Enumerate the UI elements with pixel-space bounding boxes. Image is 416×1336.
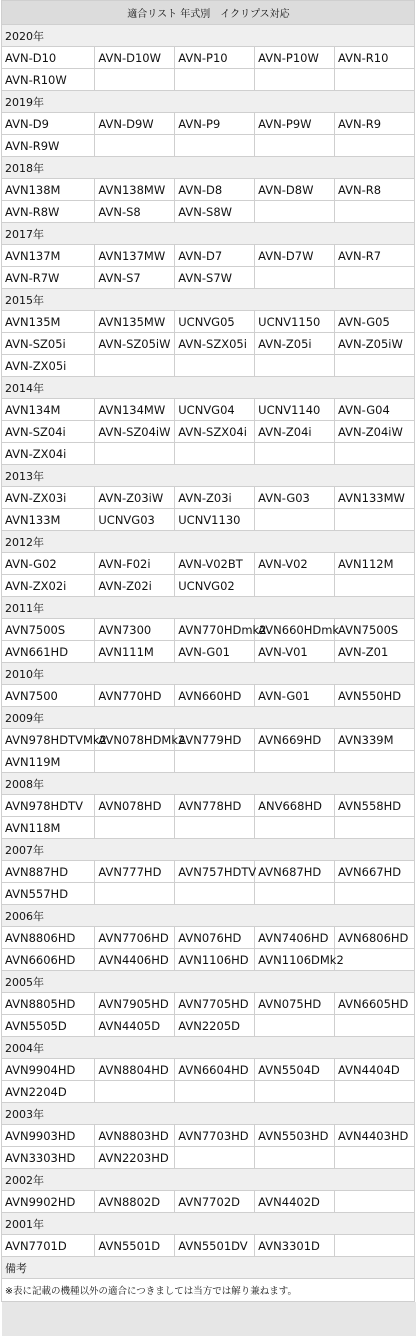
- model-cell: UCNVG04: [175, 399, 255, 421]
- model-cell: [335, 949, 415, 971]
- model-cell: AVN-Z03iW: [95, 487, 175, 509]
- model-cell: [255, 443, 335, 465]
- model-cell: [95, 751, 175, 773]
- model-cell: [335, 1015, 415, 1037]
- model-row: [2, 311, 415, 333]
- model-cell: AVN-G01: [175, 641, 255, 663]
- model-cell: AVN777HD: [95, 861, 175, 883]
- year-row: [2, 465, 415, 487]
- model-cell: AVN4405D: [95, 1015, 175, 1037]
- model-cell: AVN-P10: [175, 47, 255, 69]
- model-cell: AVN9903HD: [2, 1125, 95, 1147]
- model-cell: AVN-Z05i: [255, 333, 335, 355]
- model-row: [2, 949, 415, 971]
- model-cell: [95, 69, 175, 91]
- model-cell: AVN138M: [2, 179, 95, 201]
- model-cell: AVN5501DV: [175, 1235, 255, 1257]
- model-cell: AVN660HD: [175, 685, 255, 707]
- model-cell: AVN7500S: [2, 619, 95, 641]
- model-cell: AVN-D7: [175, 245, 255, 267]
- year-heading: 2019年: [2, 91, 415, 113]
- year-row: [2, 1169, 415, 1191]
- model-cell: AVN8805HD: [2, 993, 95, 1015]
- model-cell: AVN-D7W: [255, 245, 335, 267]
- model-row: [2, 883, 415, 905]
- model-cell: UCNVG02: [175, 575, 255, 597]
- year-row: [2, 597, 415, 619]
- model-cell: AVN770HDmk2: [175, 619, 255, 641]
- model-cell: [255, 267, 335, 289]
- model-cell: AVN133M: [2, 509, 95, 531]
- model-cell: AVN-G02: [2, 553, 95, 575]
- model-cell: [335, 1235, 415, 1257]
- model-cell: [95, 355, 175, 377]
- model-cell: AVN137M: [2, 245, 95, 267]
- model-cell: AVN4404D: [335, 1059, 415, 1081]
- model-cell: AVN687HD: [255, 861, 335, 883]
- model-cell: AVN-D9: [2, 113, 95, 135]
- model-cell: [175, 69, 255, 91]
- model-cell: AVN778HD: [175, 795, 255, 817]
- model-cell: AVN-SZ04i: [2, 421, 95, 443]
- table-title: 適合リスト 年式別 イクリプス対応: [2, 1, 415, 25]
- model-cell: AVN7905HD: [95, 993, 175, 1015]
- year-heading: 2001年: [2, 1213, 415, 1235]
- model-cell: AVN134M: [2, 399, 95, 421]
- model-row: [2, 1191, 415, 1213]
- year-row: [2, 1103, 415, 1125]
- model-cell: AVN111M: [95, 641, 175, 663]
- model-cell: AVN078HDMk2: [95, 729, 175, 751]
- model-row: [2, 619, 415, 641]
- model-cell: AVN-Z05iW: [335, 333, 415, 355]
- model-cell: AVN339M: [335, 729, 415, 751]
- model-cell: AVN-S8: [95, 201, 175, 223]
- model-cell: [95, 1081, 175, 1103]
- model-row: [2, 685, 415, 707]
- model-cell: AVN1106DMk2: [255, 949, 335, 971]
- model-cell: AVN138MW: [95, 179, 175, 201]
- model-cell: AVN4402D: [255, 1191, 335, 1213]
- model-cell: [335, 751, 415, 773]
- year-row: [2, 377, 415, 399]
- model-cell: AVN-S8W: [175, 201, 255, 223]
- model-row: [2, 421, 415, 443]
- model-cell: UCNV1150: [255, 311, 335, 333]
- notes-heading: 備考: [2, 1257, 415, 1279]
- model-cell: AVN667HD: [335, 861, 415, 883]
- model-row: [2, 861, 415, 883]
- model-row: [2, 795, 415, 817]
- year-row: [2, 1037, 415, 1059]
- model-cell: AVN-V02: [255, 553, 335, 575]
- model-cell: AVN8803HD: [95, 1125, 175, 1147]
- model-cell: [255, 817, 335, 839]
- model-cell: [255, 1015, 335, 1037]
- model-cell: AVN7701D: [2, 1235, 95, 1257]
- model-cell: ANV668HD: [255, 795, 335, 817]
- model-cell: [335, 267, 415, 289]
- model-row: [2, 729, 415, 751]
- model-row: [2, 399, 415, 421]
- year-heading: 2014年: [2, 377, 415, 399]
- model-row: [2, 1081, 415, 1103]
- year-heading: 2004年: [2, 1037, 415, 1059]
- model-row: [2, 267, 415, 289]
- model-row: [2, 575, 415, 597]
- model-cell: AVN978HDTVMk2: [2, 729, 95, 751]
- model-cell: [175, 1081, 255, 1103]
- model-cell: AVN660HDmk: [255, 619, 335, 641]
- model-cell: [335, 817, 415, 839]
- year-heading: 2013年: [2, 465, 415, 487]
- model-cell: AVN6606HD: [2, 949, 95, 971]
- year-row: [2, 91, 415, 113]
- year-heading: 2006年: [2, 905, 415, 927]
- model-cell: AVN076HD: [175, 927, 255, 949]
- model-cell: [255, 575, 335, 597]
- year-heading: 2009年: [2, 707, 415, 729]
- model-cell: AVN-P10W: [255, 47, 335, 69]
- model-cell: AVN770HD: [95, 685, 175, 707]
- model-cell: AVN-P9: [175, 113, 255, 135]
- model-cell: [335, 1147, 415, 1169]
- model-cell: AVN9904HD: [2, 1059, 95, 1081]
- model-cell: [335, 69, 415, 91]
- model-row: [2, 487, 415, 509]
- model-cell: AVN-G04: [335, 399, 415, 421]
- model-cell: AVN5504D: [255, 1059, 335, 1081]
- model-cell: AVN-V02BT: [175, 553, 255, 575]
- model-row: [2, 47, 415, 69]
- model-row: [2, 927, 415, 949]
- model-row: [2, 135, 415, 157]
- model-cell: AVN550HD: [335, 685, 415, 707]
- model-cell: AVN-SZ05i: [2, 333, 95, 355]
- model-cell: [255, 355, 335, 377]
- model-cell: AVN-ZX02i: [2, 575, 95, 597]
- model-row: [2, 1015, 415, 1037]
- model-cell: [335, 575, 415, 597]
- notes-heading-row: [2, 1257, 415, 1279]
- compatibility-table-body: [2, 1, 415, 1302]
- year-row: [2, 531, 415, 553]
- model-cell: AVN-ZX04i: [2, 443, 95, 465]
- model-row: [2, 641, 415, 663]
- model-cell: AVN-D10W: [95, 47, 175, 69]
- model-cell: AVN-D9W: [95, 113, 175, 135]
- model-cell: AVN119M: [2, 751, 95, 773]
- model-cell: AVN-Z03i: [175, 487, 255, 509]
- model-cell: AVN6605HD: [335, 993, 415, 1015]
- model-cell: AVN7300: [95, 619, 175, 641]
- model-cell: AVN4406HD: [95, 949, 175, 971]
- model-cell: AVN-S7W: [175, 267, 255, 289]
- model-cell: [95, 135, 175, 157]
- model-cell: AVN075HD: [255, 993, 335, 1015]
- model-cell: AVN7500S: [335, 619, 415, 641]
- model-cell: AVN669HD: [255, 729, 335, 751]
- model-cell: [335, 443, 415, 465]
- model-cell: AVN3303HD: [2, 1147, 95, 1169]
- model-cell: AVN-R8W: [2, 201, 95, 223]
- model-cell: [95, 883, 175, 905]
- model-cell: AVN-D8W: [255, 179, 335, 201]
- model-cell: AVN112M: [335, 553, 415, 575]
- model-row: [2, 1235, 415, 1257]
- year-row: [2, 289, 415, 311]
- model-cell: AVN7706HD: [95, 927, 175, 949]
- model-row: [2, 509, 415, 531]
- model-cell: [335, 1081, 415, 1103]
- model-row: [2, 113, 415, 135]
- compatibility-table: [1, 0, 415, 1302]
- model-cell: AVN558HD: [335, 795, 415, 817]
- model-row: [2, 245, 415, 267]
- model-cell: AVN2203HD: [95, 1147, 175, 1169]
- model-cell: [175, 355, 255, 377]
- model-cell: [175, 443, 255, 465]
- model-cell: AVN-D10: [2, 47, 95, 69]
- year-heading: 2005年: [2, 971, 415, 993]
- year-heading: 2018年: [2, 157, 415, 179]
- model-row: [2, 179, 415, 201]
- model-cell: AVN1106HD: [175, 949, 255, 971]
- model-cell: AVN-S7: [95, 267, 175, 289]
- model-row: [2, 1147, 415, 1169]
- model-cell: AVN557HD: [2, 883, 95, 905]
- model-cell: UCNV1130: [175, 509, 255, 531]
- model-row: [2, 817, 415, 839]
- model-cell: AVN6604HD: [175, 1059, 255, 1081]
- model-cell: [255, 883, 335, 905]
- model-cell: AVN-ZX03i: [2, 487, 95, 509]
- model-cell: [175, 1147, 255, 1169]
- model-cell: [95, 443, 175, 465]
- model-cell: AVN134MW: [95, 399, 175, 421]
- year-heading: 2011年: [2, 597, 415, 619]
- model-cell: UCNVG03: [95, 509, 175, 531]
- year-row: [2, 707, 415, 729]
- year-row: [2, 773, 415, 795]
- model-cell: UCNV1140: [255, 399, 335, 421]
- model-cell: AVN-R7: [335, 245, 415, 267]
- model-cell: AVN-Z02i: [95, 575, 175, 597]
- year-heading: 2002年: [2, 1169, 415, 1191]
- model-cell: AVN5505D: [2, 1015, 95, 1037]
- model-cell: AVN-Z04i: [255, 421, 335, 443]
- model-cell: AVN-V01: [255, 641, 335, 663]
- model-cell: [175, 817, 255, 839]
- model-cell: AVN-D8: [175, 179, 255, 201]
- model-row: [2, 553, 415, 575]
- year-row: [2, 1213, 415, 1235]
- model-row: [2, 1059, 415, 1081]
- model-cell: AVN9902HD: [2, 1191, 95, 1213]
- model-cell: [175, 751, 255, 773]
- model-cell: AVN3301D: [255, 1235, 335, 1257]
- year-row: [2, 971, 415, 993]
- model-cell: [335, 509, 415, 531]
- model-cell: [255, 509, 335, 531]
- model-cell: [335, 1191, 415, 1213]
- year-heading: 2003年: [2, 1103, 415, 1125]
- model-cell: AVN-G05: [335, 311, 415, 333]
- model-cell: AVN-R10W: [2, 69, 95, 91]
- model-cell: [255, 751, 335, 773]
- model-cell: [175, 883, 255, 905]
- model-cell: AVN7703HD: [175, 1125, 255, 1147]
- model-cell: AVN8804HD: [95, 1059, 175, 1081]
- model-cell: [255, 135, 335, 157]
- model-cell: [255, 1081, 335, 1103]
- model-cell: AVN5503HD: [255, 1125, 335, 1147]
- model-row: [2, 355, 415, 377]
- model-cell: AVN-SZ05iW: [95, 333, 175, 355]
- compatibility-document: [1, 0, 415, 1336]
- model-cell: AVN-P9W: [255, 113, 335, 135]
- year-row: [2, 839, 415, 861]
- model-cell: AVN4403HD: [335, 1125, 415, 1147]
- model-cell: AVN-R9W: [2, 135, 95, 157]
- model-row: [2, 201, 415, 223]
- year-heading: 2015年: [2, 289, 415, 311]
- model-cell: AVN135MW: [95, 311, 175, 333]
- model-cell: AVN661HD: [2, 641, 95, 663]
- model-cell: AVN-SZX04i: [175, 421, 255, 443]
- model-cell: [335, 355, 415, 377]
- model-cell: AVN6806HD: [335, 927, 415, 949]
- model-row: [2, 1125, 415, 1147]
- year-heading: 2017年: [2, 223, 415, 245]
- model-cell: [95, 817, 175, 839]
- model-row: [2, 333, 415, 355]
- model-cell: AVN135M: [2, 311, 95, 333]
- year-heading: 2010年: [2, 663, 415, 685]
- year-heading: 2008年: [2, 773, 415, 795]
- model-cell: AVN-F02i: [95, 553, 175, 575]
- model-cell: AVN137MW: [95, 245, 175, 267]
- model-cell: AVN779HD: [175, 729, 255, 751]
- model-cell: AVN-G01: [255, 685, 335, 707]
- model-cell: AVN7406HD: [255, 927, 335, 949]
- model-cell: AVN078HD: [95, 795, 175, 817]
- model-cell: AVN-G03: [255, 487, 335, 509]
- year-row: [2, 905, 415, 927]
- model-cell: AVN8806HD: [2, 927, 95, 949]
- model-cell: [335, 135, 415, 157]
- model-cell: AVN-SZX05i: [175, 333, 255, 355]
- model-cell: AVN-R10: [335, 47, 415, 69]
- year-row: [2, 25, 415, 47]
- model-cell: AVN8802D: [95, 1191, 175, 1213]
- notes-text: ※表に記載の機種以外の適合につきましては当方では解り兼ねます。: [2, 1279, 415, 1302]
- model-cell: [255, 201, 335, 223]
- table-title-row: [2, 1, 415, 25]
- year-heading: 2012年: [2, 531, 415, 553]
- year-row: [2, 157, 415, 179]
- model-row: [2, 993, 415, 1015]
- notes-text-row: [2, 1279, 415, 1302]
- model-cell: AVN978HDTV: [2, 795, 95, 817]
- model-cell: UCNVG05: [175, 311, 255, 333]
- model-cell: AVN-R7W: [2, 267, 95, 289]
- model-cell: [255, 69, 335, 91]
- model-cell: AVN118M: [2, 817, 95, 839]
- model-cell: AVN7500: [2, 685, 95, 707]
- model-cell: [335, 883, 415, 905]
- model-row: [2, 751, 415, 773]
- year-heading: 2007年: [2, 839, 415, 861]
- model-cell: [255, 1147, 335, 1169]
- model-cell: AVN887HD: [2, 861, 95, 883]
- model-row: [2, 69, 415, 91]
- footer-bar: [2, 1302, 416, 1336]
- model-cell: AVN-SZ04iW: [95, 421, 175, 443]
- model-cell: AVN2205D: [175, 1015, 255, 1037]
- model-cell: AVN133MW: [335, 487, 415, 509]
- model-cell: [175, 135, 255, 157]
- model-cell: AVN-R9: [335, 113, 415, 135]
- model-cell: AVN2204D: [2, 1081, 95, 1103]
- model-row: [2, 443, 415, 465]
- model-cell: AVN757HDTV: [175, 861, 255, 883]
- model-cell: AVN-R8: [335, 179, 415, 201]
- model-cell: AVN-Z01: [335, 641, 415, 663]
- model-cell: AVN7705HD: [175, 993, 255, 1015]
- model-cell: AVN7702D: [175, 1191, 255, 1213]
- model-cell: AVN-Z04iW: [335, 421, 415, 443]
- model-cell: [335, 201, 415, 223]
- model-cell: AVN-ZX05i: [2, 355, 95, 377]
- year-row: [2, 223, 415, 245]
- model-cell: AVN5501D: [95, 1235, 175, 1257]
- year-row: [2, 663, 415, 685]
- year-heading: 2020年: [2, 25, 415, 47]
